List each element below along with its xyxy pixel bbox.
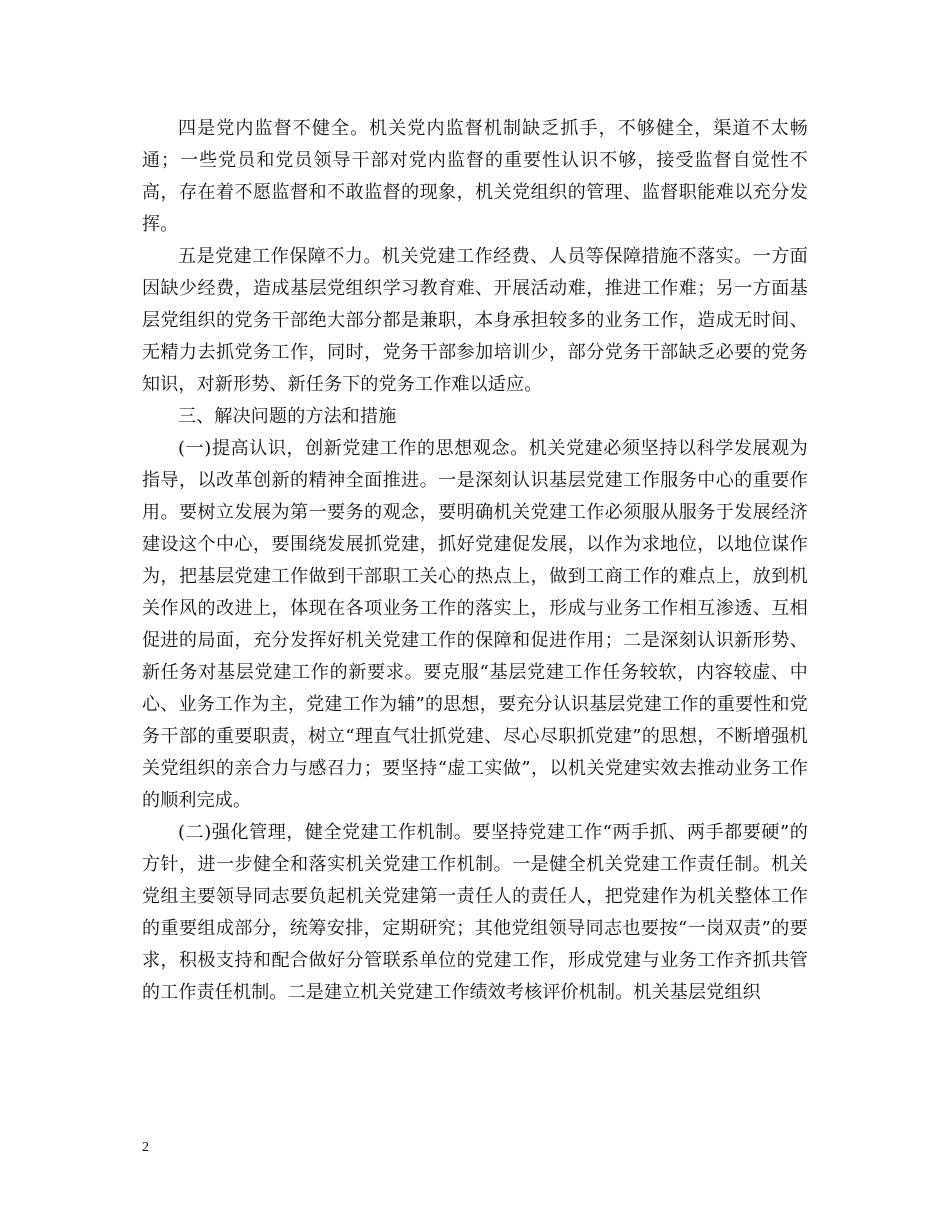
paragraph-measure-two: (二)强化管理，健全党建工作机制。要坚持党建工作“两手抓、两手都要硬”的方针，进一步健全和落实机关党建工作机制。一是健全机关党建工作责任制。机关党组主要领导同志要负起机关党建第一责任人的责任人，把党建作为机关整体工作的重要组成部分，统筹安排，定期研究；其他党组领导同志也要按“一岗双责”的要求，积极支持和配合做好分管联系单位的党建工作，形成党建与业务工作齐抓共管的工作责任机制。二是建立机关党建工作绩效考核评价机制。机关基层党组织 — [142, 822, 808, 1003]
document-body — [142, 113, 808, 1009]
paragraph-guarantee: 五是党建工作保障不力。机关党建工作经费、人员等保障措施不落实。一方面因缺少经费，造成基层党组织学习教育难、开展活动难，推进工作难；另一方面基层党组织的党务干部绝大部分都是兼职，本身承担较多的业务工作，造成无时间、无精力去抓党务工作，同时，党务干部参加培训少，部分党务干部缺乏必要的党务知识，对新形势、新任务下的党务工作难以适应。 — [142, 246, 808, 395]
paragraph-measure-one: (一)提高认识，创新党建工作的思想观念。机关党建必须坚持以科学发展观为指导，以改革创新的精神全面推进。一是深刻认识基层党建工作服务中心的重要作用。要树立发展为第一要务的观念，要明确机关党建工作必须服从服务于发展经济建设这个中心，要围绕发展抓党建，抓好党建促发展，以作为求地位，以地位谋作为，把基层党建工作做到干部职工关心的热点上，做到工商工作的难点上，放到机关作风的改进上，体现在各项业务工作的落实上，形成与业务工作相互渗透、互相促进的局面，充分发挥好机关党建工作的保障和促进作用；二是深刻认识新形势、新任务对基层党建工作的新要求。要克服“基层党建工作任务较软，内容较虚、中心、业务工作为主，党建工作为辅”的思想，要充分认识基层党建工作的重要性和党务干部的重要职责，树立“理直气壮抓党建、尽心尽职抓党建”的思想，不断增强机关党组织的亲合力与感召力；要坚持“虚工实做”，以机关党建实效去推动业务工作的顺利完成。 — [142, 438, 808, 811]
paragraph-supervision: 四是党内监督不健全。机关党内监督机制缺乏抓手，不够健全，渠道不太畅通；一些党员和党员领导干部对党内监督的重要性认识不够，接受监督自觉性不高，存在着不愿监督和不敢监督的现象，机关党组织的管理、监督职能难以充分发挥。 — [142, 118, 808, 235]
page-number: 2 — [142, 1140, 149, 1155]
section-heading: 三、解决问题的方法和措施 — [178, 406, 397, 427]
